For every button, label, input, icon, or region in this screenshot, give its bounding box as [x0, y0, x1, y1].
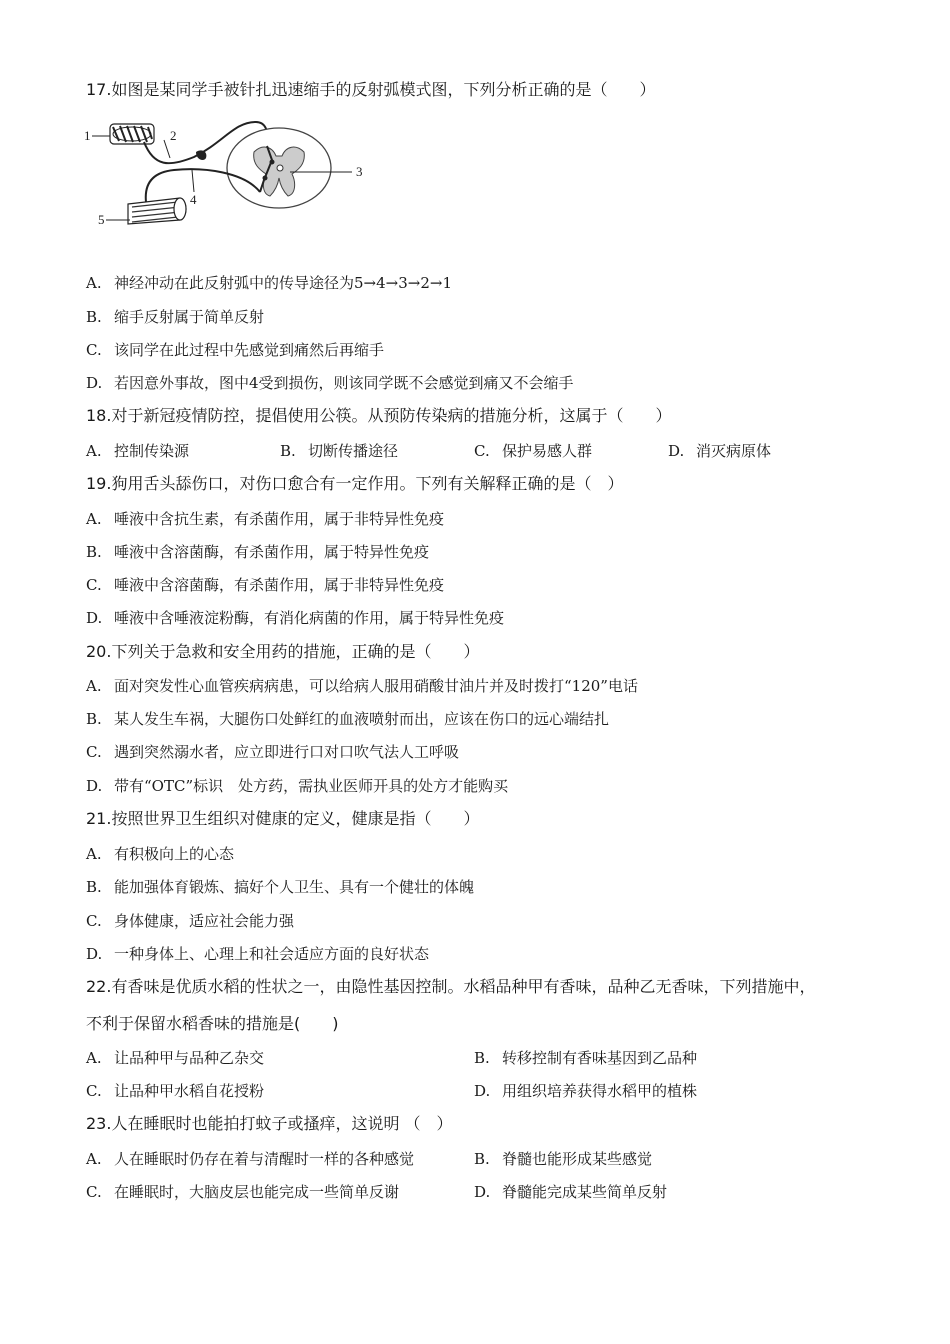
q22-option-a: A. 让品种甲与品种乙杂交	[86, 1049, 265, 1067]
q21-option-a: A. 有积极向上的心态	[86, 845, 235, 863]
q19-option-c: C. 唾液中含溶菌酶，有杀菌作用，属于非特异性免疫	[86, 576, 445, 594]
diagram-label-5: 5	[98, 212, 105, 227]
q20-option-a: A. 面对突发性心血管疾病病患，可以给病人服用硝酸甘油片并及时拨打“120”电话	[86, 677, 638, 695]
q17-option-b: B. 缩手反射属于简单反射	[86, 308, 265, 326]
q23-option-a: A. 人在睡眠时仍存在着与清醒时一样的各种感觉	[86, 1150, 415, 1168]
q22-option-d: D. 用组织培养获得水稻甲的植株	[474, 1082, 698, 1100]
question-number: 17.	[86, 80, 112, 99]
question-17-stem	[86, 80, 655, 100]
q18-option-b: B. 切断传播途径	[280, 442, 399, 460]
q17-option-c: C. 该同学在此过程中先感觉到痛然后再缩手	[86, 341, 385, 359]
q19-option-d: D. 唾液中含唾液淀粉酶，有消化病菌的作用，属于特异性免疫	[86, 609, 505, 627]
q17-option-d: D. 若因意外事故，图中4受到损伤，则该同学既不会感觉到痛又不会缩手	[86, 374, 574, 392]
q21-option-d: D. 一种身体上、心理上和社会适应方面的良好状态	[86, 945, 430, 963]
q18-option-a: A. 控制传染源	[86, 442, 190, 460]
diagram-label-2: 2	[170, 128, 177, 143]
q18-option-d: D. 消灭病原体	[668, 442, 772, 460]
question-20-stem: 20.下列关于急救和安全用药的措施，正确的是（ ）	[86, 642, 480, 661]
question-22-stem-line2: 不利于保留水稻香味的措施是( )	[86, 1014, 339, 1033]
question-22-stem: 22.有香味是优质水稻的性状之一，由隐性基因控制。水稻品种甲有香味，品种乙无香味，下列措施中，	[86, 977, 816, 996]
q17-option-a: A. 神经冲动在此反射弧中的传导途径为5→4→3→2→1	[86, 274, 452, 292]
question-19-stem: 19.狗用舌头舔伤口，对伤口愈合有一定作用。下列有关解释正确的是（ ）	[86, 474, 624, 493]
question-23-stem: 23.人在睡眠时也能拍打蚊子或搔痒，这说明 （ ）	[86, 1114, 453, 1133]
q21-option-c: C. 身体健康，适应社会能力强	[86, 912, 295, 930]
q19-option-a: A. 唾液中含抗生素，有杀菌作用，属于非特异性免疫	[86, 510, 445, 528]
spinal-cord	[227, 128, 352, 208]
question-18-stem: 18.对于新冠疫情防控，提倡使用公筷。从预防传染病的措施分析，这属于（ ）	[86, 406, 672, 425]
q23-option-c: C. 在睡眠时，大脑皮层也能完成一些简单反谢	[86, 1183, 400, 1201]
q20-option-d: D. 带有“OTC”标识 处方药，需执业医师开具的处方才能购买	[86, 777, 509, 795]
diagram-label-3: 3	[356, 164, 363, 179]
q23-option-b: B. 脊髓也能形成某些感觉	[474, 1150, 653, 1168]
q20-option-c: C. 遇到突然溺水者，应立即进行口对口吹气法人工呼吸	[86, 743, 460, 761]
effector-muscle	[128, 198, 186, 224]
question-text: 如图是某同学手被针扎迅速缩手的反射弧模式图，下列分析正确的是（ ）	[111, 80, 656, 99]
q19-option-b: B. 唾液中含溶菌酶，有杀菌作用，属于特异性免疫	[86, 543, 430, 561]
q22-option-c: C. 让品种甲水稻自花授粉	[86, 1082, 265, 1100]
reflex-arc-diagram	[84, 112, 384, 238]
q20-option-b: B. 某人发生车祸，大腿伤口处鲜红的血液喷射而出，应该在伤口的远心端结扎	[86, 710, 610, 728]
q23-option-d: D. 脊髓能完成某些简单反射	[474, 1183, 668, 1201]
q18-option-c: C. 保护易感人群	[474, 442, 593, 460]
question-21-stem: 21.按照世界卫生组织对健康的定义，健康是指（ ）	[86, 809, 480, 828]
q21-option-b: B. 能加强体育锻炼、搞好个人卫生、具有一个健壮的体魄	[86, 878, 475, 896]
diagram-label-4: 4	[190, 192, 197, 207]
q22-option-b: B. 转移控制有香味基因到乙品种	[474, 1049, 698, 1067]
diagram-label-1: 1	[84, 128, 91, 143]
receptor-skin	[110, 124, 154, 144]
